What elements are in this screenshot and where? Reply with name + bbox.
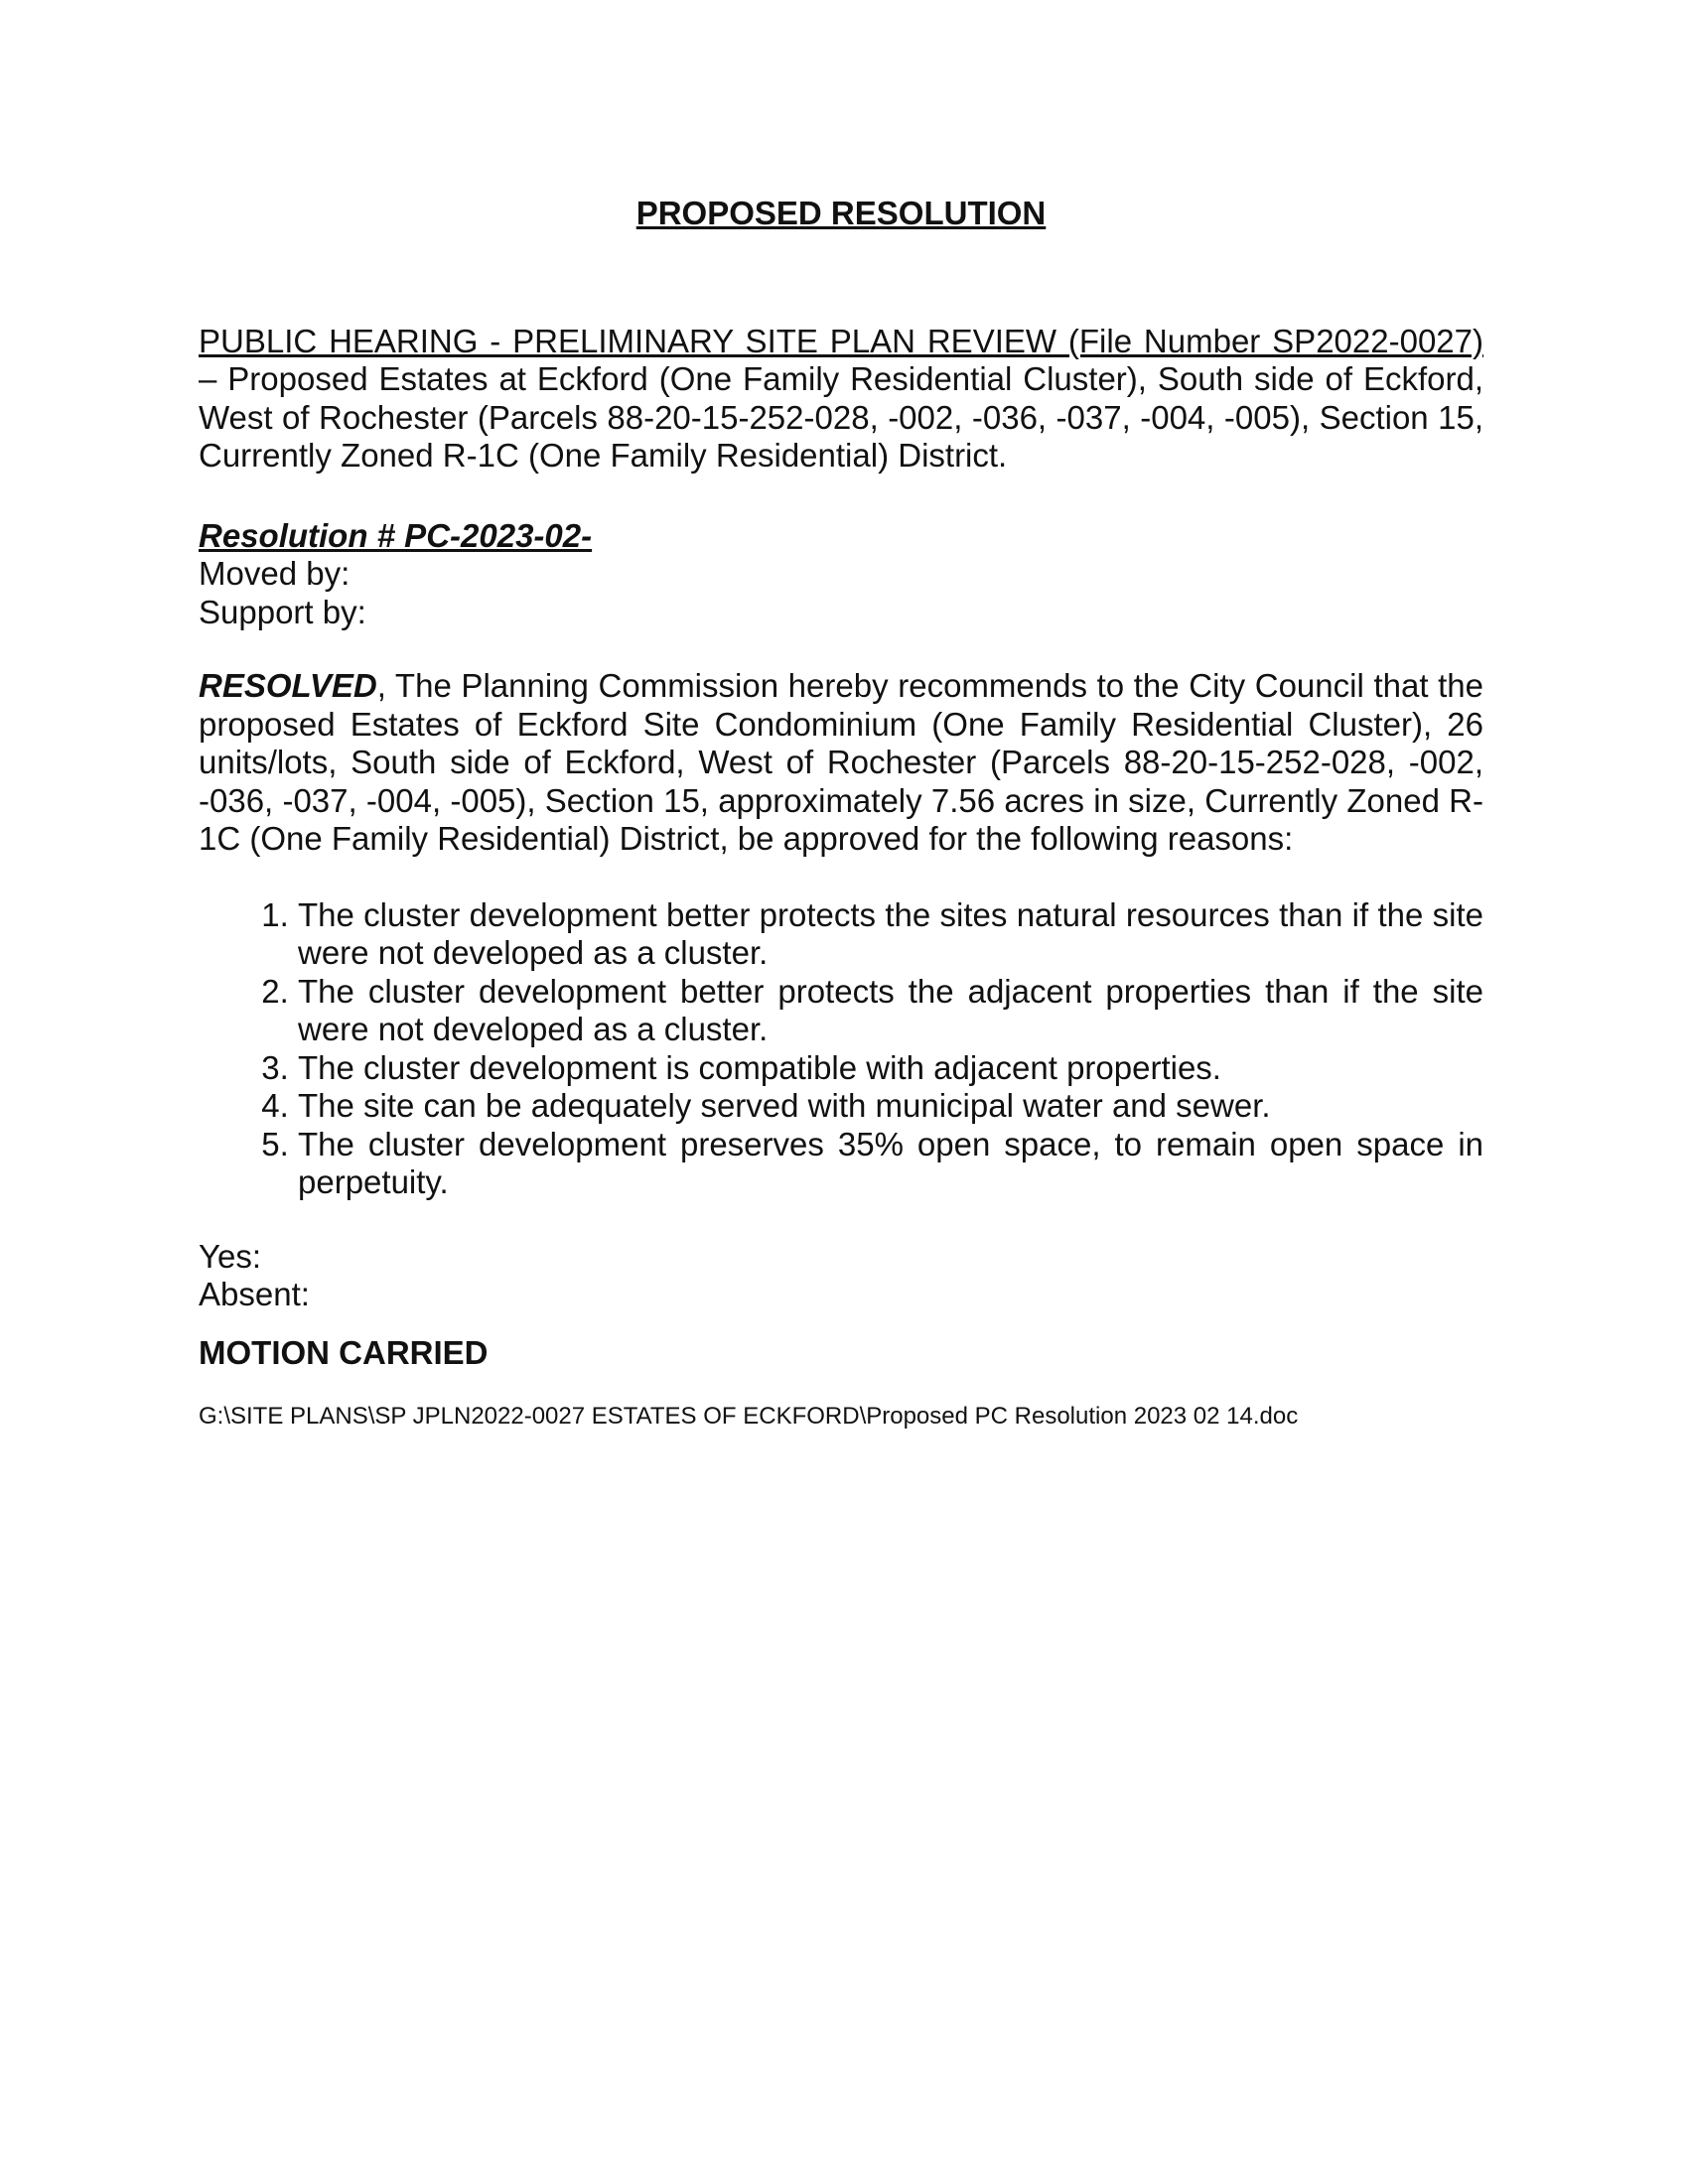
resolution-meta: [199, 517, 1483, 632]
votes-block: [199, 1238, 1483, 1314]
resolved-body: , The Planning Commission hereby recommends to the City Council that the proposed Estates of Eckford Site Condominium (One Family Residential Cluster), 26 units/lots, South side of Eckford, West of Rochester (Parcels 88-20-15-252-028, -002, -036, -037, -004, -005), Section 15, approximately 7.56 acres in size, Currently Zoned R-1C (One Family Residential) District, be approved for the following reasons:: [199, 667, 1483, 857]
resolution-number: Resolution # PC-2023-02-: [199, 516, 593, 554]
moved-by-label: Moved by:: [199, 555, 351, 592]
resolved-lead: RESOLVED: [199, 667, 377, 704]
resolved-paragraph: [199, 667, 1483, 859]
document-page: [199, 195, 1483, 1432]
hearing-paragraph: [199, 323, 1483, 476]
list-item: 3. The cluster development is compatible with adjacent properties.: [298, 1049, 1483, 1088]
yes-label: Yes:: [199, 1237, 262, 1275]
support-by-label: Support by:: [199, 593, 366, 630]
hearing-body: – Proposed Estates at Eckford (One Family Residential Cluster), South side of Eckford, West of Rochester (Parcels 88-20-15-252-028, -002, -036, -037, -004, -005), Section 15, Currently Zoned R-1C (One Family Residential) District.: [199, 360, 1483, 474]
reasons-list: [199, 896, 1483, 1202]
list-item: 2. The cluster development better protects the adjacent properties than if the site were not developed as a cluster.: [298, 973, 1483, 1049]
absent-label: Absent:: [199, 1276, 310, 1312]
document-title: PROPOSED RESOLUTION: [635, 195, 1047, 231]
list-item: 4. The site can be adequately served with municipal water and sewer.: [298, 1087, 1483, 1126]
list-item: 1. The cluster development better protects the sites natural resources than if the site were not developed as a cluster.: [298, 896, 1483, 973]
hearing-heading: PUBLIC HEARING - PRELIMINARY SITE PLAN REVIEW (File Number SP2022-0027): [199, 322, 1483, 359]
file-path-footer: G:\SITE PLANS\SP JPLN2022-0027 ESTATES OF ECKFORD\Proposed PC Resolution 2023 02 14.doc: [199, 1403, 1299, 1430]
motion-status: MOTION CARRIED: [199, 1333, 489, 1371]
list-item: 5. The cluster development preserves 35% open space, to remain open space in perpetuity.: [298, 1126, 1483, 1202]
